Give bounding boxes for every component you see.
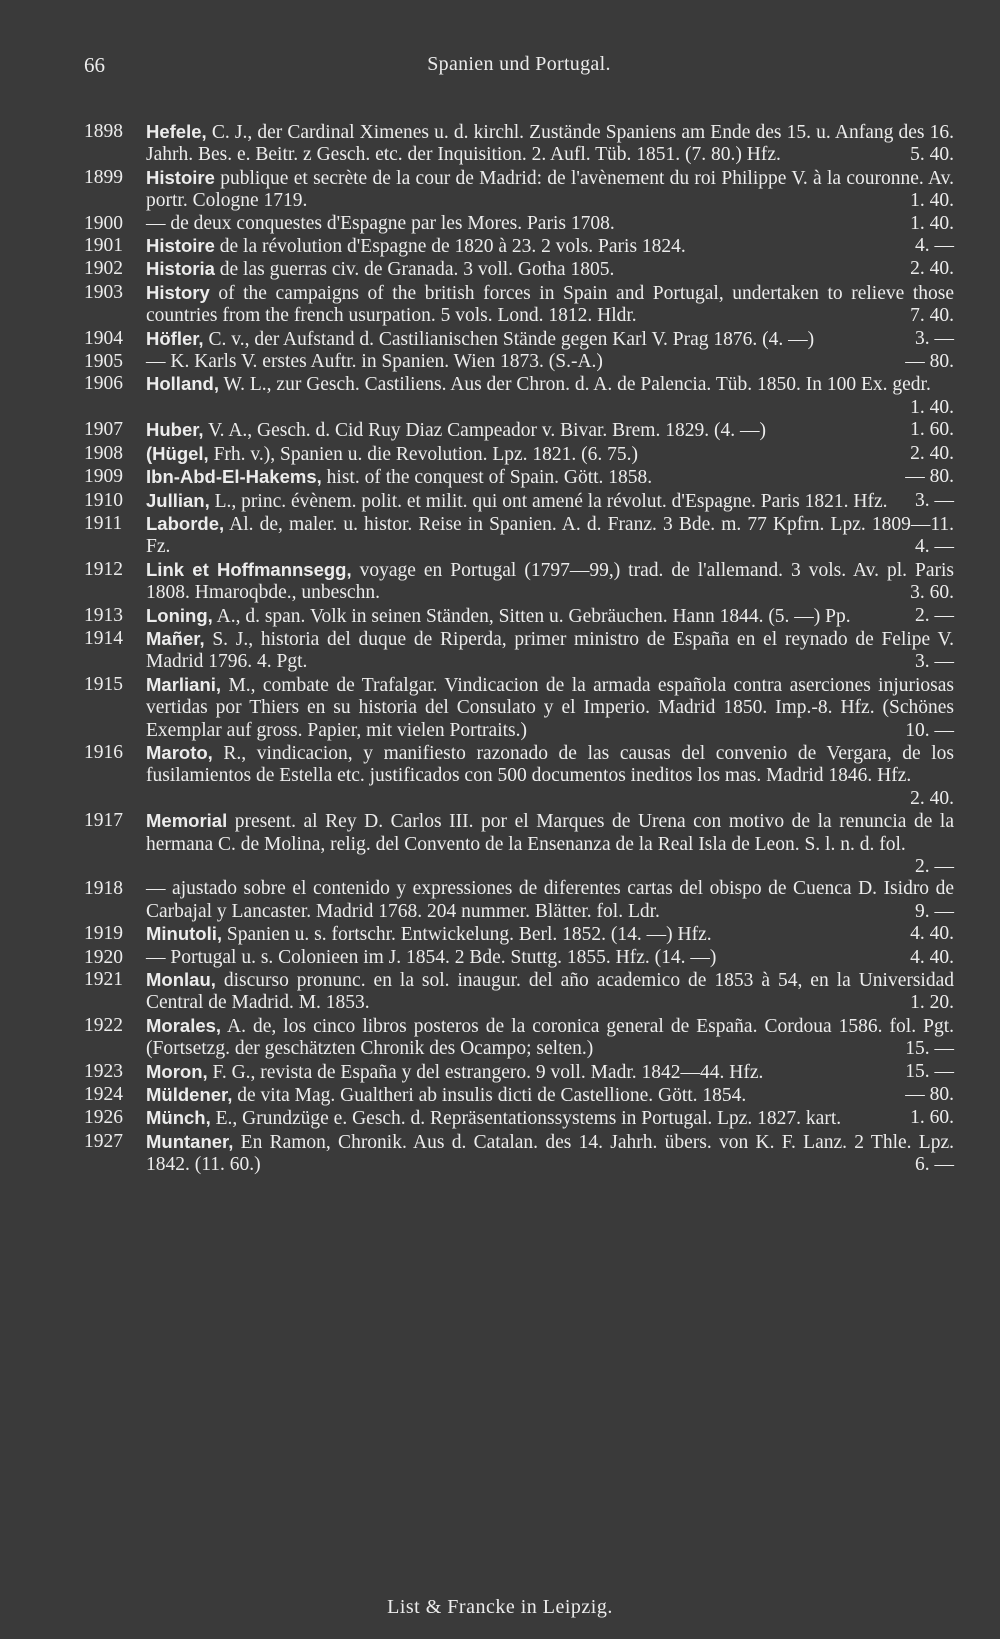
entry-number: 1901 (84, 235, 123, 257)
catalog-entry (84, 490, 954, 513)
entry-description: — Portugal u. s. Colonieen im J. 1854. 2 Bde. Stuttg. 1855. Hfz. (14. —) (146, 946, 717, 968)
entry-number: 1908 (84, 442, 123, 464)
entry-price: — 80. (905, 1084, 954, 1106)
entry-number: 1918 (84, 878, 123, 900)
entry-number: 1911 (84, 512, 123, 534)
entry-price: 2. 40. (910, 787, 954, 809)
entry-price: 1. 20. (910, 992, 954, 1014)
entry-author: Marliani, (146, 673, 222, 695)
entry-description: W. L., zur Gesch. Castiliens. Aus der Chron. d. A. de Palencia. Tüb. 1850. In 100 Ex. gedr. (223, 374, 931, 396)
catalog-entry (84, 213, 954, 235)
entry-number: 1903 (84, 281, 123, 303)
entry-description: Spanien u. s. fortschr. Entwickelung. Berl. 1852. (14. —) Hfz. (226, 924, 712, 946)
entry-number: 1913 (84, 604, 123, 626)
entry-number: 1915 (84, 673, 123, 695)
catalog-entry (84, 373, 954, 419)
entry-number: 1923 (84, 1060, 123, 1082)
entry-description: C. v., der Aufstand d. Castilianischen Stände gegen Karl V. Prag 1876. (4. —) (208, 328, 815, 350)
entry-description: R., vindicacion, y manifiesto razonado de las causas del convenio de Vergara, de los fusilamientos de Estella etc. justificados con 500 documentos ineditos los mas. Madrid 1846. Hfz. (146, 742, 954, 787)
entry-number: 1922 (84, 1014, 123, 1036)
entry-description: S. J., historia del duque de Riperda, primer ministro de España en el reynado de Felipe V. Madrid 1796. 4. Pgt. (146, 628, 955, 673)
catalog-entry (84, 605, 954, 628)
entry-price: 5. 40. (910, 144, 954, 166)
entry-author: History (146, 281, 210, 303)
catalog-entry (84, 419, 954, 442)
entry-price: 3. 60. (910, 582, 954, 604)
catalog-entry (84, 121, 954, 167)
entry-description: de las guerras civ. de Granada. 3 voll. Gotha 1805. (219, 259, 615, 281)
entry-author: Höfler, (146, 327, 204, 349)
entry-author: Jullian, (146, 489, 210, 511)
entry-author: Hefele, (146, 121, 207, 142)
entry-author: Minutoli, (146, 923, 223, 945)
catalog-entry (84, 235, 954, 258)
entry-number: 1899 (84, 166, 123, 188)
entry-description: V. A., Gesch. d. Cid Ruy Diaz Campeador v. Bivar. Brem. 1829. (4. —) (208, 420, 766, 442)
catalog-entry (84, 282, 954, 328)
catalog-entry (84, 559, 954, 605)
entry-author: Müldener, (146, 1084, 233, 1106)
entry-author: Memorial (146, 810, 228, 832)
entry-description: M., combate de Trafalgar. Vindicacion de la armada española contra aserciones injuriosas vertidas por Thiers en su historia del Consulato y el Imperio. Madrid 1850. Imp.-8. Hfz. (Schönes Exemplar auf gross. Papier, mit vielen Portraits.) (146, 674, 954, 741)
entry-price: 6. — (915, 1154, 954, 1176)
entry-price: 15. — (905, 1060, 954, 1082)
catalog-entry (84, 167, 954, 213)
catalog-entry (84, 947, 954, 969)
entry-price: 2. 40. (910, 442, 954, 464)
entry-number: 1902 (84, 258, 123, 280)
entry-description: F. G., revista de España y del estrangero. 9 voll. Madr. 1842—44. Hfz. (212, 1061, 764, 1083)
publisher-footer: List & Francke in Leipzig. (387, 1596, 613, 1618)
entry-price: 3. — (915, 489, 954, 511)
entry-number: 1919 (84, 923, 123, 945)
catalog-entry (84, 742, 954, 810)
entry-price: 10. — (905, 719, 954, 741)
entry-number: 1912 (84, 558, 123, 580)
entry-author: Maroto, (146, 741, 213, 763)
entry-number: 1916 (84, 741, 123, 763)
catalog-entry (84, 351, 954, 373)
running-title: Spanien und Portugal. (427, 53, 611, 75)
entry-author: Historia (146, 258, 215, 280)
entry-price: 1. 40. (910, 212, 954, 234)
entry-price: 9. — (915, 900, 954, 922)
entry-number: 1909 (84, 466, 123, 488)
entry-description: C. J., der Cardinal Ximenes u. d. kirchl. Zustände Spaniens am Ende des 15. u. Anfang des 16. Jahrh. Bes. e. Beitr. z Gesch. etc. der Inquisition. 2. Aufl. Tüb. 1851. (7. 80.) Hfz. (146, 122, 954, 166)
entry-price: — 80. (905, 351, 954, 373)
entry-price: 7. 40. (910, 305, 954, 327)
entry-price: 2. — (915, 604, 954, 626)
entry-price: 1. 40. (910, 190, 954, 212)
entry-description: publique et secrète de la cour de Madrid: de l'avènement du roi Philippe V. à la couronne. Av. portr. Cologne 1719. (146, 167, 954, 212)
catalog-entry (84, 1015, 954, 1061)
catalog-entry (84, 1061, 954, 1084)
entry-author: Link et Hoffmannsegg, (146, 558, 352, 580)
catalog-entry (84, 969, 954, 1015)
entry-price: 4. 40. (910, 946, 954, 968)
catalog-entry (84, 923, 954, 946)
entry-description: — K. Karls V. erstes Auftr. in Spanien. Wien 1873. (S.-A.) (146, 351, 603, 373)
entry-price: 4. — (915, 235, 954, 257)
entry-description: — ajustado sobre el contenido y expressiones de diferentes cartas del obispo de Cuenca D. Isidro de Carbajal y Lancaster. Madrid 1768. 204 nummer. Blätter. fol. Ldr. (146, 878, 954, 922)
entry-number: 1898 (84, 121, 123, 142)
entry-author: Muntaner, (146, 1130, 234, 1152)
entry-number: 1910 (84, 489, 123, 511)
entry-number: 1906 (84, 373, 123, 395)
catalog-entry (84, 878, 954, 923)
entry-description: of the campaigns of the british forces in Spain and Portugal, undertaken to relieve those countries from the french usurpation. 5 vols. Lond. 1812. Hldr. (146, 282, 954, 327)
page-number: 66 (84, 53, 105, 77)
entry-price: 1. 60. (910, 1107, 954, 1129)
entry-author: Moron, (146, 1060, 208, 1082)
entry-number: 1907 (84, 419, 123, 441)
entry-number: 1904 (84, 327, 123, 349)
entry-description: present. al Rey D. Carlos III. por el Marques de Urena con motivo de la renuncia de la hermana C. de Molina, relig. del Convento de la Ensenanza de la Real Isla de Leon. S. l. n. d. fol. (146, 811, 954, 855)
entry-description: Frh. v.), Spanien u. die Revolution. Lpz. 1821. (6. 75.) (213, 443, 639, 465)
entry-description: A. de, los cinco libros posteros de la coronica general de España. Cordoua 1586. fol. Pgt. (Fortsetzg. der geschätzten Chronik des Ocampo; selten.) (146, 1015, 954, 1060)
entry-description: hist. of the conquest of Spain. Gött. 1858. (326, 467, 653, 489)
catalog-entry (84, 674, 954, 742)
catalog-entry (84, 513, 954, 559)
entry-description: de la révolution d'Espagne de 1820 à 23. 2 vols. Paris 1824. (219, 236, 686, 258)
catalog-entry (84, 628, 954, 674)
entry-price: — 80. (905, 466, 954, 488)
entry-price: 15. — (905, 1038, 954, 1060)
entry-description: discurso pronunc. en la sol. inaugur. del año academico de 1853 à 54, en la Universidad Central de Madrid. M. 1853. (146, 970, 955, 1014)
entry-price: 2. — (915, 856, 954, 877)
entry-author: Laborde, (146, 512, 225, 534)
entry-description: L., princ. évènem. polit. et milit. qui ont amené la révolut. d'Espagne. Paris 1821. Hfz. (214, 490, 888, 512)
catalog-entry (84, 1084, 954, 1107)
entry-description: de vita Mag. Gualtheri ab insulis dicti de Castellione. Gött. 1854. (237, 1085, 747, 1107)
entry-author: Mañer, (146, 627, 205, 649)
entry-number: 1927 (84, 1130, 123, 1152)
entry-number: 1921 (84, 969, 123, 991)
catalog-entry (84, 810, 954, 878)
entry-number: 1905 (84, 351, 123, 373)
entry-number: 1900 (84, 212, 123, 234)
entry-number: 1917 (84, 810, 123, 832)
entry-description: voyage en Portugal (1797—99,) trad. de l'allemand. 3 vols. Av. pl. Paris 1808. Hmaroqbde., unbeschn. (146, 559, 954, 604)
entry-price: 3. — (915, 327, 954, 349)
entry-description: — de deux conquestes d'Espagne par les Mores. Paris 1708. (146, 212, 615, 234)
entry-number: 1914 (84, 627, 123, 649)
entry-price: 4. 40. (910, 923, 954, 945)
entry-number: 1926 (84, 1107, 123, 1129)
catalog-entry (84, 328, 954, 351)
entry-author: Loning, (146, 604, 213, 626)
catalog-entry (84, 258, 954, 281)
entry-price: 1. 60. (910, 419, 954, 441)
entry-description: E., Grundzüge e. Gesch. d. Repräsentationssystems in Portugal. Lpz. 1827. kart. (215, 1108, 842, 1130)
entry-price: 1. 40. (910, 396, 954, 418)
catalog-entries (84, 121, 954, 1177)
entry-author: Morales, (146, 1014, 222, 1036)
page-header (84, 53, 954, 83)
entry-description: En Ramon, Chronik. Aus d. Catalan. des 14. Jahrh. übers. von K. F. Lanz. 2 Thle. Lpz. 1842. (11. 60.) (146, 1131, 954, 1176)
entry-author: Histoire (146, 166, 215, 188)
entry-number: 1920 (84, 946, 123, 968)
entry-author: Monlau, (146, 969, 216, 991)
entry-price: 2. 40. (910, 258, 954, 280)
entry-number: 1924 (84, 1084, 123, 1106)
catalog-entry (84, 443, 954, 466)
entry-price: 4. — (915, 536, 954, 558)
catalog-entry (84, 1131, 954, 1177)
entry-description: Al. de, maler. u. histor. Reise in Spanien. A. d. Franz. 3 Bde. m. 77 Kpfrn. Lpz. 1809—11. Fz. (146, 513, 954, 558)
entry-price: 3. — (915, 651, 954, 673)
entry-author: Holland, (146, 373, 219, 395)
catalog-entry (84, 466, 954, 489)
entry-author: Huber, (146, 419, 204, 441)
entry-author: (Hügel, (146, 442, 209, 464)
entry-description: A., d. span. Volk in seinen Ständen, Sitten u. Gebräuchen. Hann 1844. (5. —) Pp. (216, 605, 851, 627)
entry-author: Histoire (146, 235, 215, 257)
entry-author: Münch, (146, 1107, 211, 1129)
catalog-entry (84, 1107, 954, 1130)
entry-author: Ibn-Abd-El-Hakems, (146, 466, 322, 488)
